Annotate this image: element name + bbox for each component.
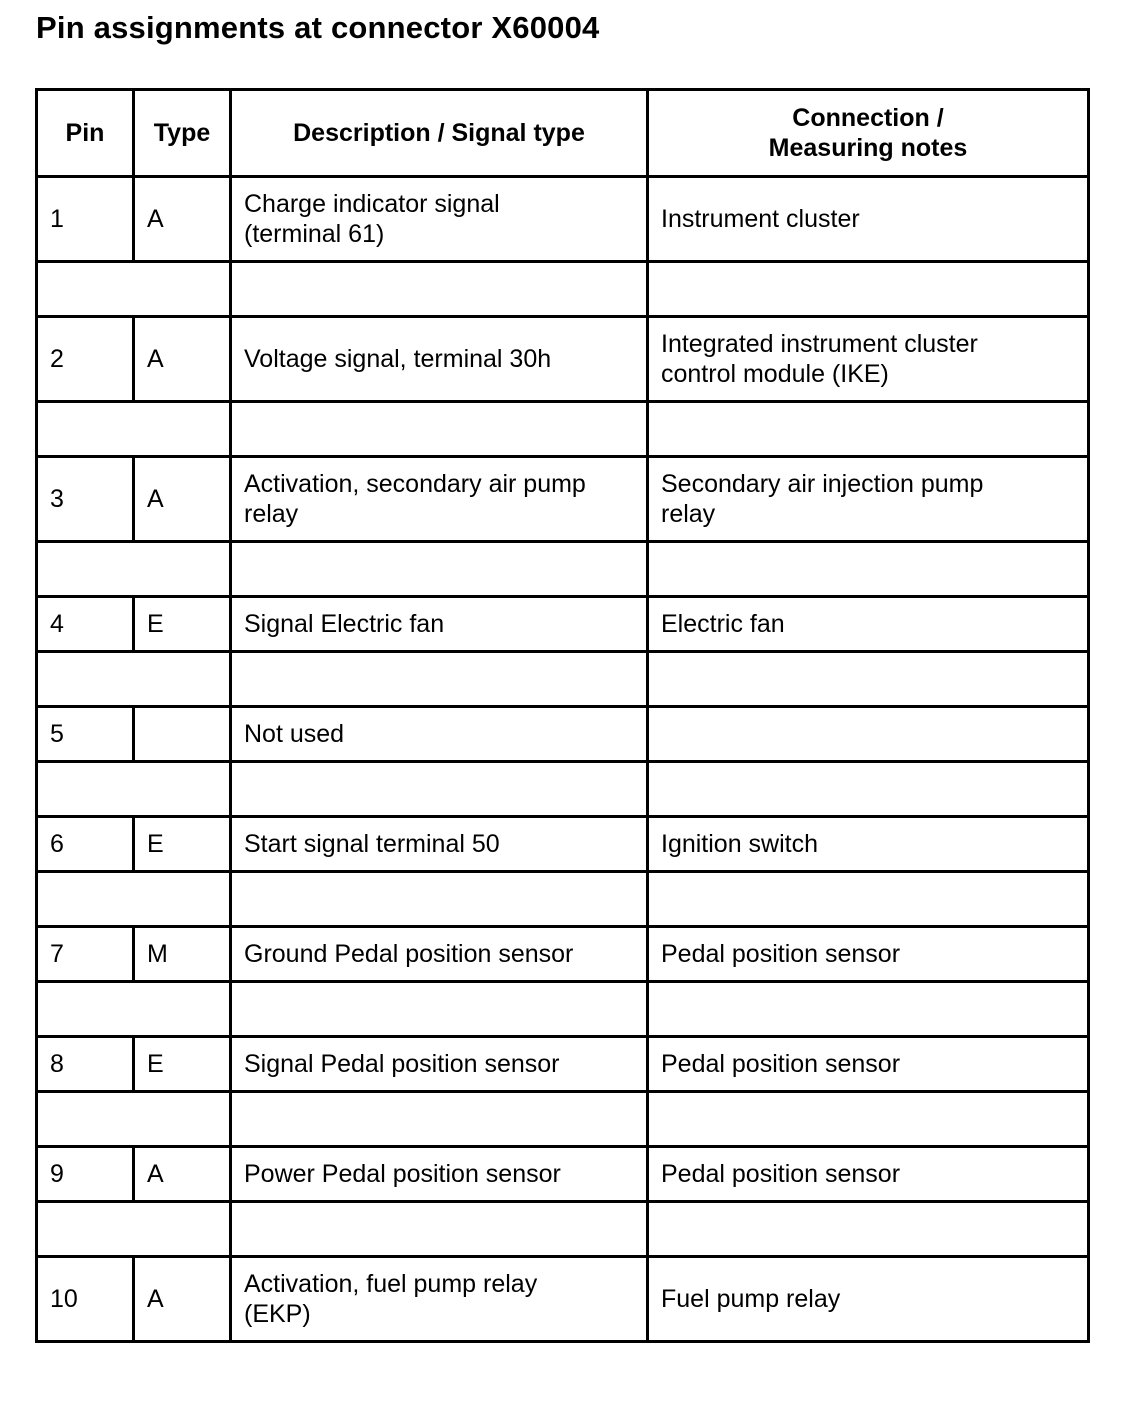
connection-cell — [648, 597, 1089, 652]
spacer-cell — [231, 982, 648, 1037]
connection-cell — [648, 927, 1089, 982]
description-line: Ground Pedal position sensor — [244, 940, 574, 968]
table-row — [37, 817, 1089, 872]
spacer-cell — [37, 872, 231, 927]
type-cell: A — [134, 1147, 231, 1202]
pin-cell: 1 — [37, 177, 134, 262]
table-row — [37, 457, 1089, 542]
description-line: Start signal terminal 50 — [244, 830, 500, 858]
spacer-cell — [37, 1092, 231, 1147]
spacer-cell — [37, 652, 231, 707]
spacer-cell — [648, 982, 1089, 1037]
spacer-cell — [37, 542, 231, 597]
spacer-cell — [231, 1092, 648, 1147]
connection-line: Pedal position sensor — [661, 1050, 901, 1078]
connection-line: Pedal position sensor — [661, 940, 901, 968]
connection-cell — [648, 817, 1089, 872]
connection-cell — [648, 1257, 1089, 1342]
description-cell — [231, 1257, 648, 1342]
spacer-cell — [648, 872, 1089, 927]
description-cell — [231, 817, 648, 872]
spacer-cell — [648, 652, 1089, 707]
description-cell — [231, 597, 648, 652]
header-row — [37, 90, 1089, 177]
table-row — [37, 1037, 1089, 1092]
header-description: Description / Signal type — [231, 90, 648, 177]
spacer-row — [37, 1092, 1089, 1147]
pin-cell: 5 — [37, 707, 134, 762]
type-cell: A — [134, 177, 231, 262]
connection-line: Ignition switch — [661, 830, 819, 858]
spacer-cell — [231, 1202, 648, 1257]
spacer-cell — [648, 262, 1089, 317]
table-row — [37, 317, 1089, 402]
spacer-cell — [648, 1202, 1089, 1257]
type-cell: A — [134, 317, 231, 402]
connection-line: Fuel pump relay — [661, 1285, 841, 1313]
spacer-cell — [648, 762, 1089, 817]
description-cell — [231, 927, 648, 982]
table-row — [37, 1147, 1089, 1202]
header-connection-line1: Connection / — [792, 104, 944, 132]
connection-cell — [648, 1037, 1089, 1092]
connection-line: Integrated instrument cluster — [661, 330, 978, 358]
description-cell — [231, 1147, 648, 1202]
header-pin: Pin — [37, 90, 134, 177]
type-cell: E — [134, 1037, 231, 1092]
table-row — [37, 707, 1089, 762]
type-cell: E — [134, 817, 231, 872]
spacer-row — [37, 402, 1089, 457]
connection-line: relay — [661, 500, 716, 528]
description-line: (terminal 61) — [244, 220, 385, 248]
connection-line: Instrument cluster — [661, 205, 860, 233]
description-line: (EKP) — [244, 1300, 311, 1328]
connection-line: Pedal position sensor — [661, 1160, 901, 1188]
spacer-row — [37, 762, 1089, 817]
spacer-cell — [648, 1092, 1089, 1147]
description-cell — [231, 1037, 648, 1092]
spacer-cell — [231, 652, 648, 707]
description-line: Activation, secondary air pump — [244, 470, 586, 498]
spacer-cell — [37, 402, 231, 457]
connection-cell — [648, 1147, 1089, 1202]
pin-cell: 9 — [37, 1147, 134, 1202]
type-cell: A — [134, 457, 231, 542]
spacer-cell — [231, 402, 648, 457]
pin-cell: 7 — [37, 927, 134, 982]
description-line: Power Pedal position sensor — [244, 1160, 561, 1188]
pin-assignment-table — [35, 88, 1090, 1343]
spacer-row — [37, 1202, 1089, 1257]
connection-cell — [648, 457, 1089, 542]
spacer-cell — [37, 262, 231, 317]
page-title: Pin assignments at connector X60004 — [36, 10, 600, 45]
description-line: relay — [244, 500, 299, 528]
type-cell — [134, 707, 231, 762]
header-connection — [648, 90, 1089, 177]
spacer-cell — [231, 872, 648, 927]
connection-cell — [648, 317, 1089, 402]
description-line: Not used — [244, 720, 345, 748]
type-cell: A — [134, 1257, 231, 1342]
pin-cell: 8 — [37, 1037, 134, 1092]
connection-line: Electric fan — [661, 610, 785, 638]
description-cell — [231, 707, 648, 762]
description-line: Activation, fuel pump relay — [244, 1270, 538, 1298]
spacer-cell — [37, 982, 231, 1037]
table-row — [37, 177, 1089, 262]
description-line: Signal Electric fan — [244, 610, 445, 638]
table-row — [37, 597, 1089, 652]
connection-line: control module (IKE) — [661, 360, 889, 388]
pin-cell: 4 — [37, 597, 134, 652]
pin-cell: 3 — [37, 457, 134, 542]
spacer-cell — [231, 762, 648, 817]
description-line: Charge indicator signal — [244, 190, 500, 218]
spacer-cell — [648, 402, 1089, 457]
spacer-cell — [37, 762, 231, 817]
table-row — [37, 927, 1089, 982]
table-row — [37, 1257, 1089, 1342]
table-body — [37, 177, 1089, 1342]
spacer-cell — [648, 542, 1089, 597]
type-cell: E — [134, 597, 231, 652]
header-type: Type — [134, 90, 231, 177]
description-cell — [231, 457, 648, 542]
description-line: Signal Pedal position sensor — [244, 1050, 560, 1078]
spacer-row — [37, 262, 1089, 317]
spacer-row — [37, 542, 1089, 597]
spacer-cell — [231, 542, 648, 597]
header-connection-line2: Measuring notes — [768, 134, 968, 162]
spacer-row — [37, 872, 1089, 927]
connection-line: Secondary air injection pump — [661, 470, 984, 498]
spacer-cell — [231, 262, 648, 317]
description-cell — [231, 317, 648, 402]
connection-cell — [648, 707, 1089, 762]
spacer-row — [37, 982, 1089, 1037]
pin-cell: 2 — [37, 317, 134, 402]
description-line: Voltage signal, terminal 30h — [244, 345, 552, 373]
pin-cell: 10 — [37, 1257, 134, 1342]
connection-cell — [648, 177, 1089, 262]
pin-cell: 6 — [37, 817, 134, 872]
type-cell: M — [134, 927, 231, 982]
spacer-row — [37, 652, 1089, 707]
spacer-cell — [37, 1202, 231, 1257]
description-cell — [231, 177, 648, 262]
